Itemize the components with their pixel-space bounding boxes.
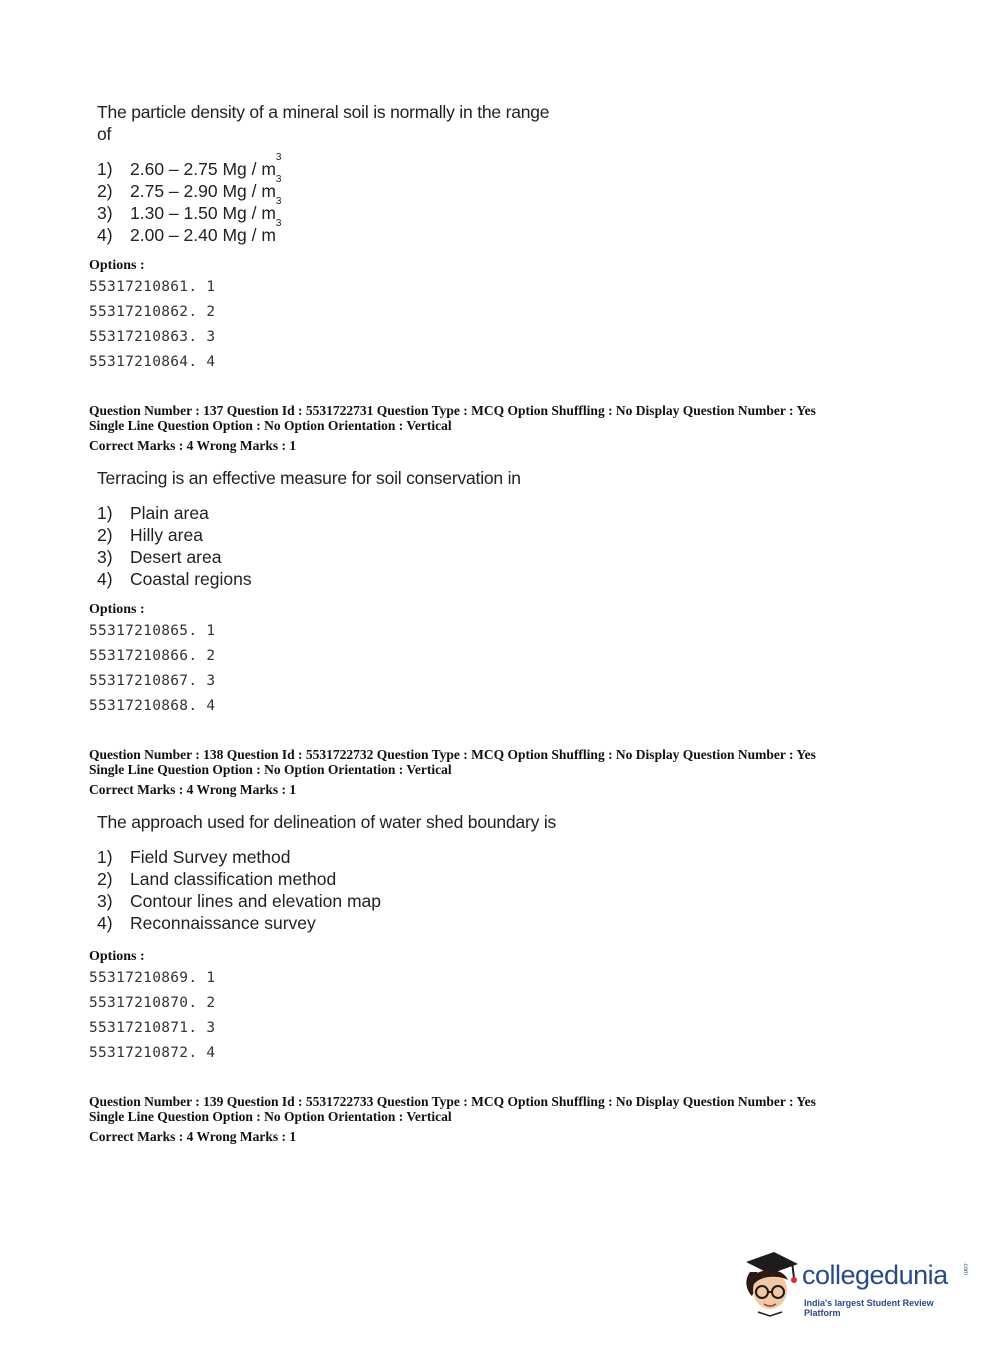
option-id: 55317210861. 1	[89, 279, 216, 295]
choice-item: 4) Coastal regions	[97, 569, 252, 589]
choice-item: 1) 2.60 – 2.75 Mg / m 3	[97, 152, 282, 179]
question-138-choices	[97, 846, 381, 934]
question-139-meta	[89, 1094, 816, 1124]
choice-item: 4) Reconnaissance survey	[97, 913, 316, 933]
choice-item: 2) Land classification method	[97, 869, 337, 889]
graduate-mascot-icon	[742, 1250, 800, 1318]
collegedunia-logo[interactable]	[742, 1250, 972, 1320]
question-136-stem-line2: of	[97, 124, 112, 144]
question-meta-line: Question Number : 138 Question Id : 5531722732 Question Type : MCQ Option Shuffling : No Display Question Number : Yes	[89, 747, 816, 762]
logo-suffix: .com	[962, 1262, 968, 1276]
question-137-meta	[89, 403, 816, 433]
option-id: 55317210868. 4	[89, 698, 216, 714]
choice-item: 1) Field Survey method	[97, 847, 291, 867]
option-id: 55317210863. 3	[89, 329, 216, 345]
choice-item: 1) Plain area	[97, 503, 209, 523]
choice-item: 3) Contour lines and elevation map	[97, 891, 381, 911]
options-label: Options :	[89, 258, 145, 273]
option-id: 55317210870. 2	[89, 995, 216, 1011]
question-136-stem-line1: The particle density of a mineral soil is normally in the range	[97, 102, 550, 122]
options-label: Options :	[89, 602, 145, 617]
option-id: 55317210862. 2	[89, 304, 216, 320]
question-138-stem: The approach used for delineation of water shed boundary is	[97, 812, 557, 832]
question-meta-line: Single Line Question Option : No Option Orientation : Vertical	[89, 1109, 452, 1124]
choice-item: 3) Desert area	[97, 547, 222, 567]
option-id: 55317210864. 4	[89, 354, 216, 370]
option-id: 55317210871. 3	[89, 1020, 216, 1036]
option-id: 55317210865. 1	[89, 623, 216, 639]
option-id: 55317210869. 1	[89, 970, 216, 986]
option-id: 55317210872. 4	[89, 1045, 216, 1061]
logo-tagline: India's largest Student Review Platform	[804, 1298, 934, 1318]
choice-item: 2) 2.75 – 2.90 Mg / m 3	[97, 174, 282, 201]
question-meta-line: Question Number : 139 Question Id : 5531722733 Question Type : MCQ Option Shuffling : No Display Question Number : Yes	[89, 1094, 816, 1109]
question-meta-line: Single Line Question Option : No Option Orientation : Vertical	[89, 418, 452, 433]
option-id: 55317210867. 3	[89, 673, 216, 689]
option-id-list	[89, 275, 215, 375]
choice-item: 3) 1.30 – 1.50 Mg / m 3	[97, 196, 282, 223]
option-id-list	[89, 619, 215, 719]
choice-item: 2) Hilly area	[97, 525, 203, 545]
question-137-choices	[97, 502, 252, 590]
question-meta-line: Single Line Question Option : No Option Orientation : Vertical	[89, 762, 452, 777]
option-id: 55317210866. 2	[89, 648, 216, 664]
question-136-choices	[97, 152, 282, 246]
question-139-marks: Correct Marks : 4 Wrong Marks : 1	[89, 1129, 297, 1144]
question-138-meta	[89, 747, 816, 777]
question-meta-line: Question Number : 137 Question Id : 5531722731 Question Type : MCQ Option Shuffling : No Display Question Number : Yes	[89, 403, 816, 418]
options-label: Options :	[89, 949, 145, 964]
option-id-list	[89, 966, 215, 1066]
question-138-marks: Correct Marks : 4 Wrong Marks : 1	[89, 782, 297, 797]
question-137-stem: Terracing is an effective measure for soil conservation in	[97, 468, 521, 488]
choice-item: 4) 2.00 – 2.40 Mg / m 3	[97, 218, 282, 245]
question-137-marks: Correct Marks : 4 Wrong Marks : 1	[89, 438, 297, 453]
logo-wordmark: collegedunia	[802, 1260, 948, 1290]
